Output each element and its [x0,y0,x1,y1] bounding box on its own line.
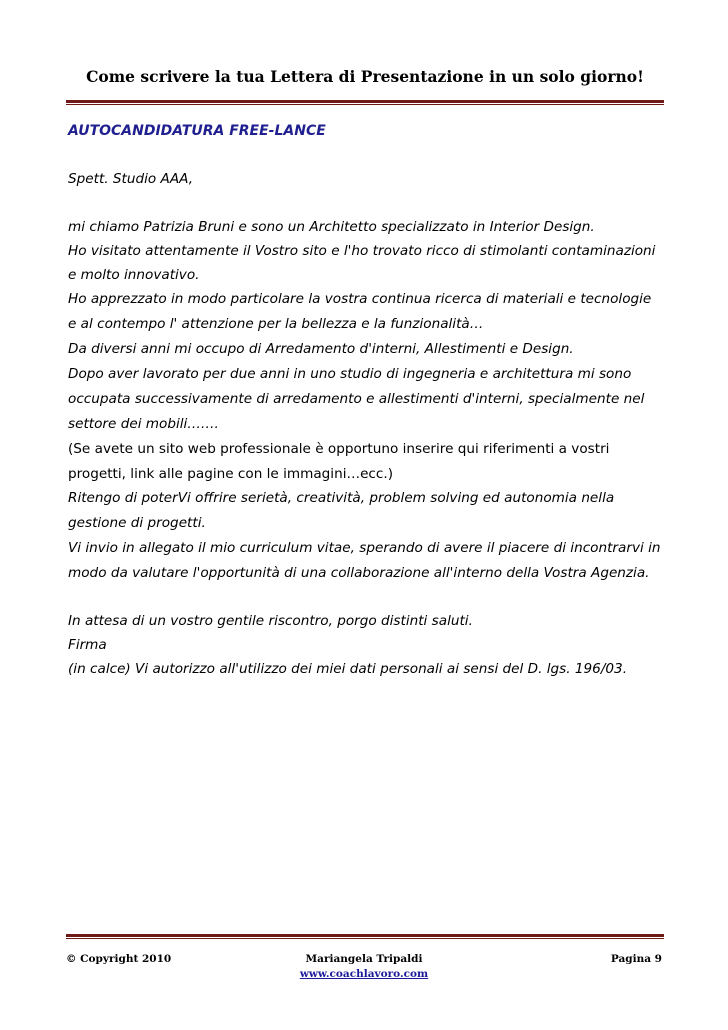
header-rule-thick [66,100,664,103]
footer-website-link[interactable]: www.coachlavoro.com [299,968,429,980]
letter-line: Vi invio in allegato il mio curriculum vitae, sperando di avere il piacere di incontrarvi in [68,540,661,556]
header-rule-thin [66,104,664,105]
letter-line: modo da valutare l'opportunità di una collaborazione all'interno della Vostra Agenzia. [68,565,650,581]
letter-line: Ho visitato attentamente il Vostro sito e l'ho trovato ricco di stimolanti contaminazioni [68,243,656,259]
signature: Firma [68,637,107,653]
footer-copyright: © Copyright 2010 [66,953,172,965]
footer-rule-thick [66,934,664,937]
letter-line: (Se avete un sito web professionale è opportuno inserire qui riferimenti a vostri [68,441,610,457]
letter-line: e al contempo l' attenzione per la bellezza e la funzionalità… [68,316,484,332]
letter-line: mi chiamo Patrizia Bruni e sono un Architetto specializzato in Interior Design. [68,219,595,235]
header-title: Come scrivere la tua Lettera di Presentazione in un solo giorno! [86,67,644,86]
letter-line: progetti, link alle pagine con le immagini…ecc.) [68,466,394,482]
letter-line: Dopo aver lavorato per due anni in uno studio di ingegneria e architettura mi sono [68,366,632,382]
salutation: Spett. Studio AAA, [68,171,194,187]
privacy-note: (in calce) Vi autorizzo all'utilizzo dei miei dati personali ai sensi del D. lgs. 196/03. [68,661,628,677]
letter-line: Ritengo di poterVi offrire serietà, creatività, problem solving ed autonomia nella [68,490,615,506]
letter-line: occupata successivamente di arredamento e allestimenti d'interni, specialmente nel [68,391,645,407]
footer-rule-thin [66,938,664,939]
letter-line: settore dei mobili……. [68,416,219,432]
header-rule [66,100,664,106]
section-title: AUTOCANDIDATURA FREE-LANCE [68,123,326,139]
letter-line: gestione di progetti. [68,515,206,531]
footer-author: Mariangela Tripaldi [305,953,423,965]
footer-rule [66,934,664,940]
letter-line: Da diversi anni mi occupo di Arredamento d'interni, Allestimenti e Design. [68,341,574,357]
letter-line: Ho apprezzato in modo particolare la vostra continua ricerca di materiali e tecnologie [68,291,652,307]
footer-page-number: Pagina 9 [610,953,662,965]
letter-line: e molto innovativo. [68,267,200,283]
closing: In attesa di un vostro gentile riscontro, porgo distinti saluti. [68,613,473,629]
